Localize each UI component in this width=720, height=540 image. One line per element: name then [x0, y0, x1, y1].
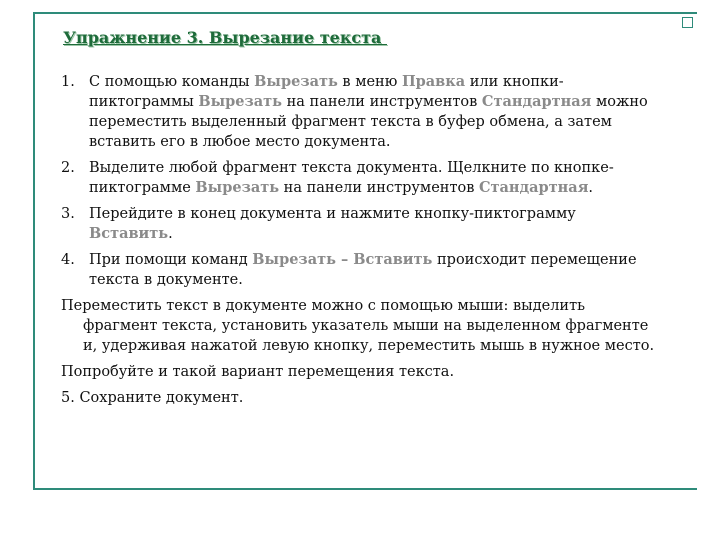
- command-name: Вставить: [89, 225, 169, 242]
- command-name: Правка: [401, 73, 466, 90]
- paragraph-mouse-move: Переместить текст в документе можно с помощью мыши: выделить фрагмент текста, установить указатель мыши на выделенном фрагменте и, удерживая нажатой левую кнопку, переместить мышь в нужное место.: [61, 298, 655, 354]
- command-name: Вырезать – Вставить: [252, 251, 433, 268]
- text-fragment: или кнопки-пиктограммы: [89, 74, 564, 110]
- text-fragment: .: [168, 226, 173, 242]
- content-body: [61, 72, 661, 414]
- list-item: [61, 250, 661, 290]
- list-item-text: [89, 74, 648, 150]
- paragraph-try-variant: Попробуйте и такой вариант перемещения текста.: [61, 364, 455, 380]
- frame-top-line: [33, 12, 697, 14]
- frame-left-line: [33, 12, 35, 490]
- text-fragment: происходит перемещение текста в документе.: [89, 252, 637, 288]
- text-fragment: в меню: [337, 74, 402, 90]
- command-name: Стандартная: [481, 93, 592, 110]
- command-name: Вырезать: [195, 179, 280, 196]
- text-fragment: Перейдите в конец документа и нажмите кнопку-пиктограмму: [89, 206, 576, 222]
- command-name: Вырезать: [198, 93, 283, 110]
- list-item: [61, 158, 661, 198]
- list-item-text: [89, 160, 614, 196]
- text-fragment: на панели инструментов: [282, 94, 482, 110]
- list-item-number: 1.: [61, 74, 75, 90]
- text-fragment: можно переместить выделенный фрагмент текста в буфер обмена, а затем вставить его в любое место документа.: [89, 94, 648, 150]
- list-item: [61, 204, 661, 244]
- corner-square-icon: [682, 17, 693, 28]
- list-item-number: 4.: [61, 252, 75, 268]
- list-item-number: 2.: [61, 160, 75, 176]
- text-fragment: С помощью команды: [89, 74, 255, 90]
- command-name: Стандартная: [478, 179, 589, 196]
- page-title: Упражнение 3. Вырезание текста: [63, 28, 387, 47]
- text-fragment: на панели инструментов: [279, 180, 479, 196]
- command-name: Вырезать: [254, 73, 338, 90]
- list-item-text: [89, 252, 637, 288]
- text-fragment: .: [588, 180, 594, 196]
- frame-bottom-line: [33, 488, 697, 490]
- list-item-number: 3.: [61, 206, 75, 222]
- list-item: [61, 72, 661, 152]
- numbered-list: [61, 72, 661, 290]
- list-item-text: [89, 206, 576, 242]
- text-fragment: Выделите любой фрагмент текста документа. Щелкните по кнопке-пиктограмме: [89, 160, 614, 196]
- paragraph-save-document: 5. Сохраните документ.: [61, 390, 244, 406]
- text-fragment: При помощи команд: [89, 252, 253, 268]
